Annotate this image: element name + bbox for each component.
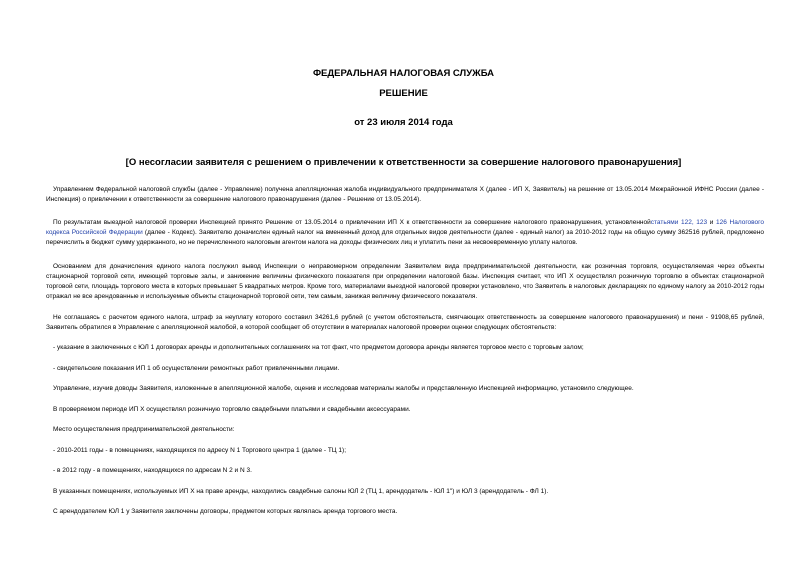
paragraph-text: По результатам выездной налоговой проверки Инспекцией принято Решение от 13.05.2014 о привлечении ИП Х к ответственности за совершение налогового правонарушения, установленной: [53, 219, 651, 226]
paragraph-lessor: С арендодателем ЮЛ 1 у Заявителя заключены договоры, предметом которых являлась аренда торгового места.: [53, 508, 398, 515]
paragraph-text: и: [707, 219, 717, 226]
paragraph-location: Место осуществления предпринимательской деятельности:: [53, 426, 235, 433]
paragraph-appeal: Управлением Федеральной налоговой службы (далее - Управление) получена апелляционная жалоба индивидуального предпринимателя Х (далее - ИП Х, Заявитель) на решение от 13.05.2014 Межрайонной ИФНС России (далее - Инспекция) о привлечении к ответственности за совершение налогового правонарушения (далее - Решение от 13.05.2014).: [46, 186, 764, 203]
document-date: от 23 июля 2014 года: [354, 117, 453, 128]
paragraph-premises: В указанных помещениях, используемых ИП Х на праве аренды, находились свадебные салоны ЮЛ 2 (ТЦ 1, арендодатель - ЮЛ 1") и ЮЛ 3 (арендодатель - ФЛ 1).: [53, 488, 549, 495]
organization-title: ФЕДЕРАЛЬНАЯ НАЛОГОВАЯ СЛУЖБА: [312, 68, 495, 79]
tax-code-link[interactable]: 126 Налогового кодекса Российской Федерации: [46, 219, 764, 236]
paragraph-audit-result: [46, 218, 764, 248]
list-item: - 2010-2011 годы - в помещениях, находящихся по адресу N 1 Торгового центра 1 (далее - ТЦ 1);: [53, 447, 347, 454]
tax-code-articles-link[interactable]: статьями 122, 123: [650, 219, 708, 226]
list-item: - свидетельские показания ИП 1 об осуществлении ремонтных работ привлеченными лицами.: [53, 365, 340, 372]
paragraph-findings: Управление, изучив доводы Заявителя, изложенные в апелляционной жалобе, оценив и исследовав материалы жалобы и представленную Инспекцией информацию, установило следующее.: [53, 385, 634, 392]
paragraph-disagreement: Не соглашаясь с расчетом единого налога, штраф за неуплату которого составил 34261,6 рублей (с учетом обстоятельств, смягчающих ответственность за совершение налогового правонарушения) и пени - 91908,65 рублей, Заявитель обратился в Управление с апелляционной жалобой, в которой сообщает об отсутствии в материалах налоговой проверки оценки следующих обстоятельств:: [46, 314, 764, 331]
list-item: - в 2012 году - в помещениях, находящихся по адресам N 2 и N 3.: [53, 467, 252, 474]
paragraph-text: (далее - Кодекс). Заявителю доначислен единый налог на вмененный доход для отдельных видов деятельности (далее - единый налог) за 2010-2012 годы на общую сумму 362516 рублей, предложено перечислить в бюджет сумму удержанного, но не перечисленного налоговым агентом налога на доходы физических лиц и уплатить пени за несвоевременную уплату налогов.: [46, 229, 764, 246]
document-subject: [О несогласии заявителя с решением о привлечении к ответственности за совершение налогового правонарушения]: [125, 157, 682, 168]
document-type: РЕШЕНИЕ: [379, 88, 428, 99]
paragraph-grounds: Основанием для доначисления единого налога послужил вывод Инспекции о неправомерном определении Заявителем вида предпринимательской деятельности, как розничная торговля, осуществляемая через объекты стационарной торговой сети, имеющей торговые залы, и занижение величины физического показателя при определении налоговой базы. Инспекция считает, что ИП Х осуществлял розничную торговлю в объектах стационарной торговой сети, площадь торгового места в которых превышает 5 квадратных метров. Кроме того, материалами выездной налоговой проверки установлено, что Заявитель в налоговых декларациях по единому налогу за 2010-2012 годы отражал не все арендованные и используемые объекты стационарной торговой сети, тем самым, занижая величину физического показателя.: [46, 263, 764, 300]
paragraph-activity: В проверяемом периоде ИП Х осуществлял розничную торговлю свадебными платьями и свадебными аксессуарами.: [53, 406, 411, 413]
list-item: - указание в заключенных с ЮЛ 1 договорах аренды и дополнительных соглашениях на тот факт, что предметом договора аренды является торговое место с торговым залом;: [53, 344, 584, 351]
